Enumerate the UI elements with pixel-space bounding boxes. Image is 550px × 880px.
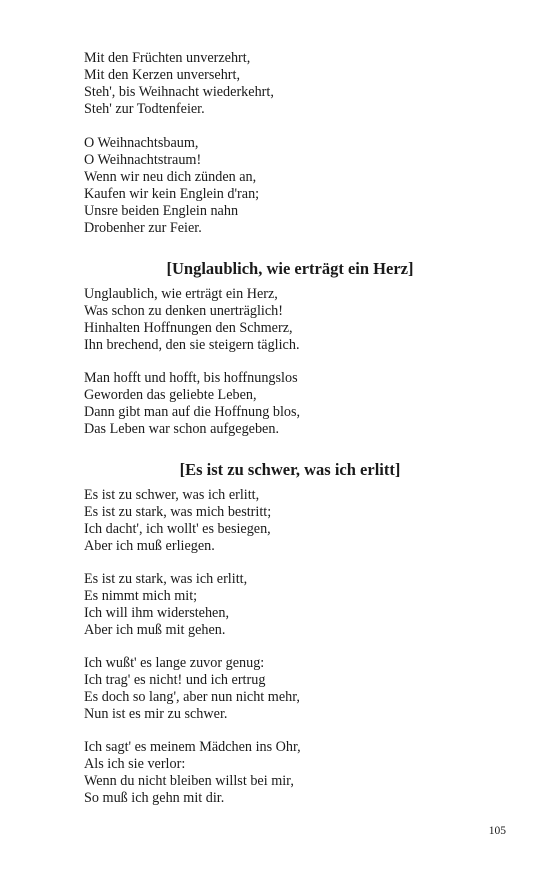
verse-line: Kaufen wir kein Englein d'ran; bbox=[84, 185, 260, 202]
verse-line: Man hofft und hofft, bis hoffnungslos bbox=[84, 370, 298, 386]
verse-line: Ich wußt' es lange zuvor genug: bbox=[84, 655, 265, 671]
verse-line: Hinhalten Hoffnungen den Schmerz, bbox=[84, 319, 293, 336]
poem3-stanza-1 bbox=[84, 487, 484, 555]
verse-line: Drobenher zur Feier. bbox=[84, 219, 202, 236]
verse-line: So muß ich gehn mit dir. bbox=[84, 789, 225, 806]
verse-line: O Weihnachtstraum! bbox=[84, 151, 202, 168]
verse-line: Steh' zur Todtenfeier. bbox=[84, 100, 205, 117]
verse-line: Es doch so lang', aber nun nicht mehr, bbox=[84, 688, 300, 705]
verse-line: Es nimmt mich mit; bbox=[84, 587, 198, 604]
verse-line: Aber ich muß mit gehen. bbox=[84, 621, 226, 638]
poem1-stanza-1 bbox=[84, 50, 484, 118]
poem3-stanza-3 bbox=[84, 655, 484, 723]
verse-line: Dann gibt man auf die Hoffnung blos, bbox=[84, 403, 301, 420]
verse-line: Das Leben war schon aufgegeben. bbox=[84, 420, 279, 437]
verse-line: Aber ich muß erliegen. bbox=[84, 537, 215, 554]
verse-line: Was schon zu denken unerträglich! bbox=[84, 302, 283, 319]
verse-line: Nun ist es mir zu schwer. bbox=[84, 705, 228, 722]
verse-line: Mit den Kerzen unversehrt, bbox=[84, 66, 241, 83]
poem2-stanza-1 bbox=[84, 286, 484, 354]
poem3-stanza-2 bbox=[84, 571, 484, 639]
verse-line: Wenn du nicht bleiben willst bei mir, bbox=[84, 772, 294, 789]
verse-line: Es ist zu stark, was ich erlitt, bbox=[84, 571, 248, 587]
verse-line: Unsre beiden Englein nahn bbox=[84, 202, 239, 219]
poem1-stanza-2 bbox=[84, 135, 484, 236]
verse-line: Ich trag' es nicht! und ich ertrug bbox=[84, 671, 266, 688]
verse-line: O Weihnachtsbaum, bbox=[84, 135, 199, 151]
poem3-title: [Es ist zu schwer, was ich erlitt] bbox=[179, 460, 401, 479]
poem2-stanza-2 bbox=[84, 370, 484, 438]
verse-line: Ich sagt' es meinem Mädchen ins Ohr, bbox=[84, 739, 301, 755]
verse-line: Ich will ihm widerstehen, bbox=[84, 604, 229, 621]
verse-line: Wenn wir neu dich zünden an, bbox=[84, 168, 257, 185]
verse-line: Ihn brechend, den sie steigern täglich. bbox=[84, 336, 300, 353]
verse-line: Es ist zu schwer, was ich erlitt, bbox=[84, 487, 260, 503]
page-number: 105 bbox=[488, 825, 506, 837]
verse-line: Es ist zu stark, was mich bestritt; bbox=[84, 503, 272, 520]
verse-line: Mit den Früchten unverzehrt, bbox=[84, 50, 251, 66]
verse-line: Ich dacht', ich wollt' es besiegen, bbox=[84, 520, 271, 537]
verse-line: Steh', bis Weihnacht wiederkehrt, bbox=[84, 83, 274, 100]
poem2-title: [Unglaublich, wie erträgt ein Herz] bbox=[166, 259, 414, 278]
verse-line: Als ich sie verlor: bbox=[84, 755, 186, 772]
verse-line: Geworden das geliebte Leben, bbox=[84, 386, 257, 403]
verse-line: Unglaublich, wie erträgt ein Herz, bbox=[84, 286, 278, 302]
poem3-stanza-4 bbox=[84, 739, 484, 807]
